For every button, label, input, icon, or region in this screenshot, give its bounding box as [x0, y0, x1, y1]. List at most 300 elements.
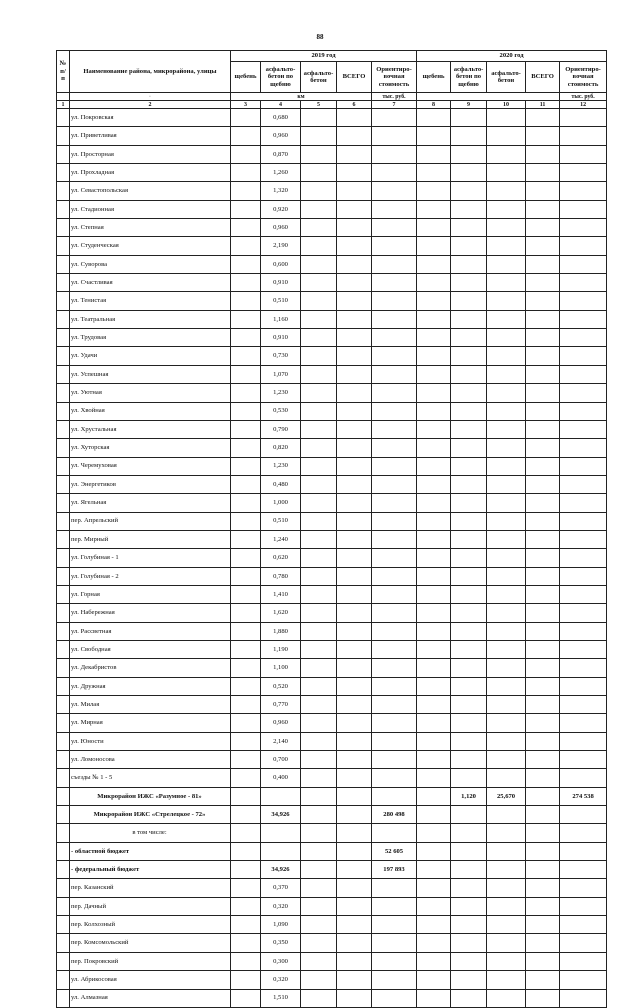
cell-col-4: 0,620: [261, 549, 301, 567]
table-row: [57, 219, 607, 237]
cell-col-7: [372, 952, 417, 970]
cell-col-9: [451, 549, 487, 567]
cell-col-1: [57, 549, 70, 567]
row-name: - областной бюджет: [70, 842, 231, 860]
cell-col-9: [451, 274, 487, 292]
cell-col-6: [337, 219, 372, 237]
cell-col-10: [487, 164, 526, 182]
cell-col-1: [57, 420, 70, 438]
row-name: ул. Горная: [70, 585, 231, 603]
cell-col-11: [526, 329, 560, 347]
cell-col-4: 0,700: [261, 751, 301, 769]
cell-col-11: [526, 255, 560, 273]
cell-col-3: [231, 916, 261, 934]
cell-col-4: 34,926: [261, 806, 301, 824]
cell-col-1: [57, 751, 70, 769]
cell-col-7: 52 605: [372, 842, 417, 860]
row-name: ул. Абрикосовая: [70, 971, 231, 989]
cell-col-5: [301, 420, 337, 438]
cell-col-6: [337, 971, 372, 989]
cell-col-5: [301, 806, 337, 824]
cell-col-4: 1,260: [261, 164, 301, 182]
cell-col-3: [231, 567, 261, 585]
cell-col-6: [337, 769, 372, 787]
cell-col-9: [451, 934, 487, 952]
cell-col-10: [487, 219, 526, 237]
cell-col-5: [301, 824, 337, 842]
table-row: [57, 164, 607, 182]
cell-col-6: [337, 182, 372, 200]
cell-col-3: [231, 989, 261, 1007]
row-name: пер. Дачный: [70, 897, 231, 915]
header-row-column-numbers: [57, 101, 607, 109]
cell-col-1: [57, 347, 70, 365]
cell-col-4: 1,620: [261, 604, 301, 622]
header-unit-cost-2019: тыс. руб.: [372, 93, 417, 101]
cell-col-8: [417, 659, 451, 677]
cell-col-12: [560, 861, 607, 879]
cell-col-8: [417, 512, 451, 530]
row-name: ул. Ломоносова: [70, 751, 231, 769]
cell-col-6: [337, 787, 372, 805]
cell-col-8: [417, 457, 451, 475]
cell-col-5: [301, 457, 337, 475]
row-name: пер. Покровский: [70, 952, 231, 970]
cell-col-8: [417, 109, 451, 127]
cell-col-7: [372, 310, 417, 328]
table-row: [57, 714, 607, 732]
cell-col-8: [417, 530, 451, 548]
row-name: ул. Стадионная: [70, 200, 231, 218]
cell-col-3: [231, 879, 261, 897]
cell-col-1: [57, 329, 70, 347]
cell-col-9: [451, 329, 487, 347]
table-row: [57, 255, 607, 273]
cell-col-3: [231, 475, 261, 493]
cell-col-6: [337, 274, 372, 292]
cell-col-9: [451, 457, 487, 475]
table-row: [57, 237, 607, 255]
cell-col-11: [526, 494, 560, 512]
cell-col-8: [417, 329, 451, 347]
cell-col-1: [57, 164, 70, 182]
cell-col-4: [261, 824, 301, 842]
cell-col-4: 0,300: [261, 952, 301, 970]
cell-col-5: [301, 769, 337, 787]
cell-col-10: [487, 751, 526, 769]
cell-col-7: [372, 274, 417, 292]
cell-col-4: 0,510: [261, 512, 301, 530]
cell-col-12: [560, 549, 607, 567]
table-row: [57, 879, 607, 897]
cell-col-12: [560, 127, 607, 145]
cell-col-6: [337, 714, 372, 732]
cell-col-10: [487, 347, 526, 365]
cell-col-8: [417, 934, 451, 952]
cell-col-11: [526, 200, 560, 218]
cell-col-6: [337, 164, 372, 182]
cell-col-6: [337, 402, 372, 420]
cell-col-7: [372, 237, 417, 255]
row-name: ул. Тенистая: [70, 292, 231, 310]
table-row: [57, 274, 607, 292]
cell-col-3: [231, 402, 261, 420]
cell-col-12: [560, 219, 607, 237]
cell-col-5: [301, 879, 337, 897]
cell-col-1: [57, 145, 70, 163]
cell-col-4: 1,230: [261, 384, 301, 402]
cell-col-4: 1,100: [261, 659, 301, 677]
cell-col-12: [560, 897, 607, 915]
cell-col-8: [417, 916, 451, 934]
cell-col-3: [231, 365, 261, 383]
cell-col-12: [560, 365, 607, 383]
cell-col-1: [57, 971, 70, 989]
cell-col-9: 1,120: [451, 787, 487, 805]
header-unit-km: км: [231, 93, 372, 101]
table-row: [57, 567, 607, 585]
cell-col-9: [451, 237, 487, 255]
cell-col-3: [231, 824, 261, 842]
cell-col-6: [337, 824, 372, 842]
row-name: ул. Приветливая: [70, 127, 231, 145]
cell-col-8: [417, 714, 451, 732]
cell-col-5: [301, 494, 337, 512]
cell-col-7: [372, 182, 417, 200]
cell-col-8: [417, 420, 451, 438]
cell-col-10: [487, 622, 526, 640]
cell-col-6: [337, 347, 372, 365]
cell-col-1: [57, 732, 70, 750]
cell-col-1: [57, 457, 70, 475]
cell-col-11: [526, 549, 560, 567]
cell-col-5: [301, 952, 337, 970]
row-name: ул. Уютная: [70, 384, 231, 402]
cell-col-8: [417, 182, 451, 200]
cell-col-1: [57, 787, 70, 805]
cell-col-11: [526, 365, 560, 383]
table-row: [57, 384, 607, 402]
cell-col-7: [372, 787, 417, 805]
cell-col-9: [451, 897, 487, 915]
cell-col-5: [301, 787, 337, 805]
cell-col-8: [417, 127, 451, 145]
cell-col-4: 0,780: [261, 567, 301, 585]
cell-col-11: [526, 512, 560, 530]
cell-col-9: [451, 677, 487, 695]
cell-col-6: [337, 640, 372, 658]
cell-col-5: [301, 164, 337, 182]
cell-col-7: [372, 329, 417, 347]
cell-col-4: 0,320: [261, 897, 301, 915]
cell-col-10: [487, 806, 526, 824]
cell-col-10: [487, 402, 526, 420]
cell-col-4: [261, 787, 301, 805]
cell-col-10: [487, 567, 526, 585]
table-row: [57, 475, 607, 493]
cell-col-12: [560, 732, 607, 750]
table-row: [57, 292, 607, 310]
cell-col-5: [301, 604, 337, 622]
cell-col-7: [372, 255, 417, 273]
cell-col-7: [372, 640, 417, 658]
row-name: ул. Декабристов: [70, 659, 231, 677]
cell-col-9: [451, 952, 487, 970]
cell-col-12: [560, 934, 607, 952]
cell-col-11: [526, 164, 560, 182]
cell-col-6: [337, 457, 372, 475]
cell-col-3: [231, 530, 261, 548]
cell-col-4: 1,320: [261, 182, 301, 200]
table-row: [57, 549, 607, 567]
cell-col-9: [451, 842, 487, 860]
cell-col-4: 1,190: [261, 640, 301, 658]
cell-col-11: [526, 952, 560, 970]
cell-col-1: [57, 182, 70, 200]
cell-col-11: [526, 659, 560, 677]
cell-col-10: [487, 952, 526, 970]
cell-col-11: [526, 274, 560, 292]
cell-col-4: 0,370: [261, 879, 301, 897]
cell-col-8: [417, 989, 451, 1007]
cell-col-6: [337, 806, 372, 824]
cell-col-10: 25,670: [487, 787, 526, 805]
cell-col-3: [231, 971, 261, 989]
cell-col-6: [337, 861, 372, 879]
cell-col-3: [231, 861, 261, 879]
cell-col-7: [372, 751, 417, 769]
cell-col-10: [487, 714, 526, 732]
cell-col-1: [57, 530, 70, 548]
cell-col-7: [372, 530, 417, 548]
cell-col-5: [301, 971, 337, 989]
cell-col-3: [231, 182, 261, 200]
cell-col-4: 0,910: [261, 274, 301, 292]
cell-col-12: [560, 751, 607, 769]
cell-col-7: [372, 567, 417, 585]
cell-col-11: [526, 989, 560, 1007]
cell-col-4: 0,320: [261, 971, 301, 989]
cell-col-1: [57, 916, 70, 934]
table-row: [57, 127, 607, 145]
cell-col-10: [487, 109, 526, 127]
cell-col-1: [57, 109, 70, 127]
cell-col-9: [451, 219, 487, 237]
cell-col-8: [417, 897, 451, 915]
cell-col-11: [526, 787, 560, 805]
table-row: [57, 200, 607, 218]
row-name: пер. Комсомольский: [70, 934, 231, 952]
header-2019-cost: Ориентиро-вочная стоимость: [372, 62, 417, 93]
row-name: Микрорайон ИЖС «Разумное - 81»: [70, 787, 231, 805]
cell-col-7: [372, 420, 417, 438]
cell-col-3: [231, 164, 261, 182]
cell-col-6: [337, 567, 372, 585]
cell-col-6: [337, 989, 372, 1007]
cell-col-10: [487, 237, 526, 255]
cell-col-9: [451, 365, 487, 383]
cell-col-12: [560, 420, 607, 438]
header-2020-asphalt-on-gravel: асфальто-бетон по щебню: [451, 62, 487, 93]
row-name: ул. Суворова: [70, 255, 231, 273]
cell-col-1: [57, 365, 70, 383]
cell-col-8: [417, 806, 451, 824]
cell-col-5: [301, 329, 337, 347]
cell-col-4: 0,920: [261, 200, 301, 218]
cell-col-9: [451, 384, 487, 402]
cell-col-5: [301, 677, 337, 695]
column-number-10: 10: [487, 101, 526, 109]
cell-col-9: [451, 109, 487, 127]
cell-col-7: [372, 292, 417, 310]
cell-col-4: 1,160: [261, 310, 301, 328]
cell-col-10: [487, 310, 526, 328]
header-num: № п/п: [57, 51, 70, 93]
cell-col-9: [451, 640, 487, 658]
cell-col-4: 0,520: [261, 677, 301, 695]
cell-col-7: [372, 879, 417, 897]
table-row: [57, 659, 607, 677]
table-row: [57, 329, 607, 347]
cell-col-8: [417, 861, 451, 879]
cell-col-1: [57, 714, 70, 732]
cell-col-10: [487, 384, 526, 402]
cell-col-9: [451, 255, 487, 273]
cell-col-12: [560, 824, 607, 842]
row-name: ул. Энергетиков: [70, 475, 231, 493]
header-unit-cost-2020: тыс. руб.: [560, 93, 607, 101]
cell-col-4: 0,530: [261, 402, 301, 420]
cell-col-9: [451, 861, 487, 879]
cell-col-7: [372, 677, 417, 695]
cell-col-11: [526, 145, 560, 163]
cell-col-1: [57, 200, 70, 218]
cell-col-6: [337, 696, 372, 714]
table-row: [57, 751, 607, 769]
cell-col-10: [487, 861, 526, 879]
cell-col-12: [560, 916, 607, 934]
cell-col-11: [526, 384, 560, 402]
row-name: ул. Дружная: [70, 677, 231, 695]
cell-col-7: [372, 127, 417, 145]
cell-col-6: [337, 255, 372, 273]
cell-col-1: [57, 384, 70, 402]
row-name: ул. Свободная: [70, 640, 231, 658]
cell-col-4: 1,510: [261, 989, 301, 1007]
table-row: [57, 806, 607, 824]
column-number-9: 9: [451, 101, 487, 109]
row-name: ул. Хрустальная: [70, 420, 231, 438]
cell-col-5: [301, 182, 337, 200]
cell-col-12: [560, 842, 607, 860]
cell-col-11: [526, 971, 560, 989]
cell-col-12: [560, 494, 607, 512]
cell-col-3: [231, 604, 261, 622]
cell-col-11: [526, 420, 560, 438]
cell-col-10: [487, 475, 526, 493]
cell-col-4: 0,730: [261, 347, 301, 365]
cell-col-7: [372, 109, 417, 127]
cell-col-11: [526, 916, 560, 934]
cell-col-10: [487, 971, 526, 989]
cell-col-7: [372, 145, 417, 163]
cell-col-7: [372, 402, 417, 420]
cell-col-7: 280 498: [372, 806, 417, 824]
cell-col-10: [487, 274, 526, 292]
column-number-1: 1: [57, 101, 70, 109]
cell-col-12: [560, 677, 607, 695]
cell-col-3: [231, 640, 261, 658]
cell-col-6: [337, 420, 372, 438]
row-name: ул. Хуторская: [70, 439, 231, 457]
table-row: [57, 585, 607, 603]
cell-col-1: [57, 585, 70, 603]
cell-col-9: [451, 145, 487, 163]
cell-col-7: [372, 365, 417, 383]
cell-col-11: [526, 861, 560, 879]
cell-col-7: [372, 200, 417, 218]
cell-col-1: [57, 255, 70, 273]
cell-col-11: [526, 934, 560, 952]
cell-col-10: [487, 934, 526, 952]
cell-col-10: [487, 769, 526, 787]
header-2020-asphalt: асфальто-бетон: [487, 62, 526, 93]
cell-col-3: [231, 109, 261, 127]
cell-col-3: [231, 127, 261, 145]
cell-col-9: [451, 824, 487, 842]
cell-col-1: [57, 861, 70, 879]
cell-col-10: [487, 457, 526, 475]
column-number-5: 5: [301, 101, 337, 109]
header-2019-asphalt: асфальто-бетон: [301, 62, 337, 93]
row-name: ул. Успешная: [70, 365, 231, 383]
cell-col-7: [372, 457, 417, 475]
cell-col-6: [337, 934, 372, 952]
table-row: [57, 952, 607, 970]
cell-col-4: 0,910: [261, 329, 301, 347]
cell-col-11: [526, 567, 560, 585]
cell-col-9: [451, 585, 487, 603]
cell-col-12: [560, 310, 607, 328]
cell-col-10: [487, 200, 526, 218]
cell-col-8: [417, 769, 451, 787]
cell-col-10: [487, 439, 526, 457]
cell-col-7: [372, 934, 417, 952]
cell-col-11: [526, 897, 560, 915]
cell-col-1: [57, 475, 70, 493]
cell-col-11: [526, 347, 560, 365]
cell-col-7: [372, 659, 417, 677]
cell-col-5: [301, 842, 337, 860]
row-name: ул. Ягельная: [70, 494, 231, 512]
cell-col-10: [487, 989, 526, 1007]
cell-col-11: [526, 237, 560, 255]
cell-col-12: [560, 182, 607, 200]
cell-col-3: [231, 751, 261, 769]
cell-col-11: [526, 714, 560, 732]
cell-col-3: [231, 677, 261, 695]
cell-col-9: [451, 402, 487, 420]
table-row: [57, 861, 607, 879]
cell-col-10: [487, 842, 526, 860]
cell-col-12: 274 538: [560, 787, 607, 805]
header-name: Наименование района, микрорайона, улицы: [70, 51, 231, 93]
table-row: [57, 696, 607, 714]
cell-col-6: [337, 145, 372, 163]
row-name: пер. Казанский: [70, 879, 231, 897]
cell-col-5: [301, 402, 337, 420]
cell-col-8: [417, 475, 451, 493]
